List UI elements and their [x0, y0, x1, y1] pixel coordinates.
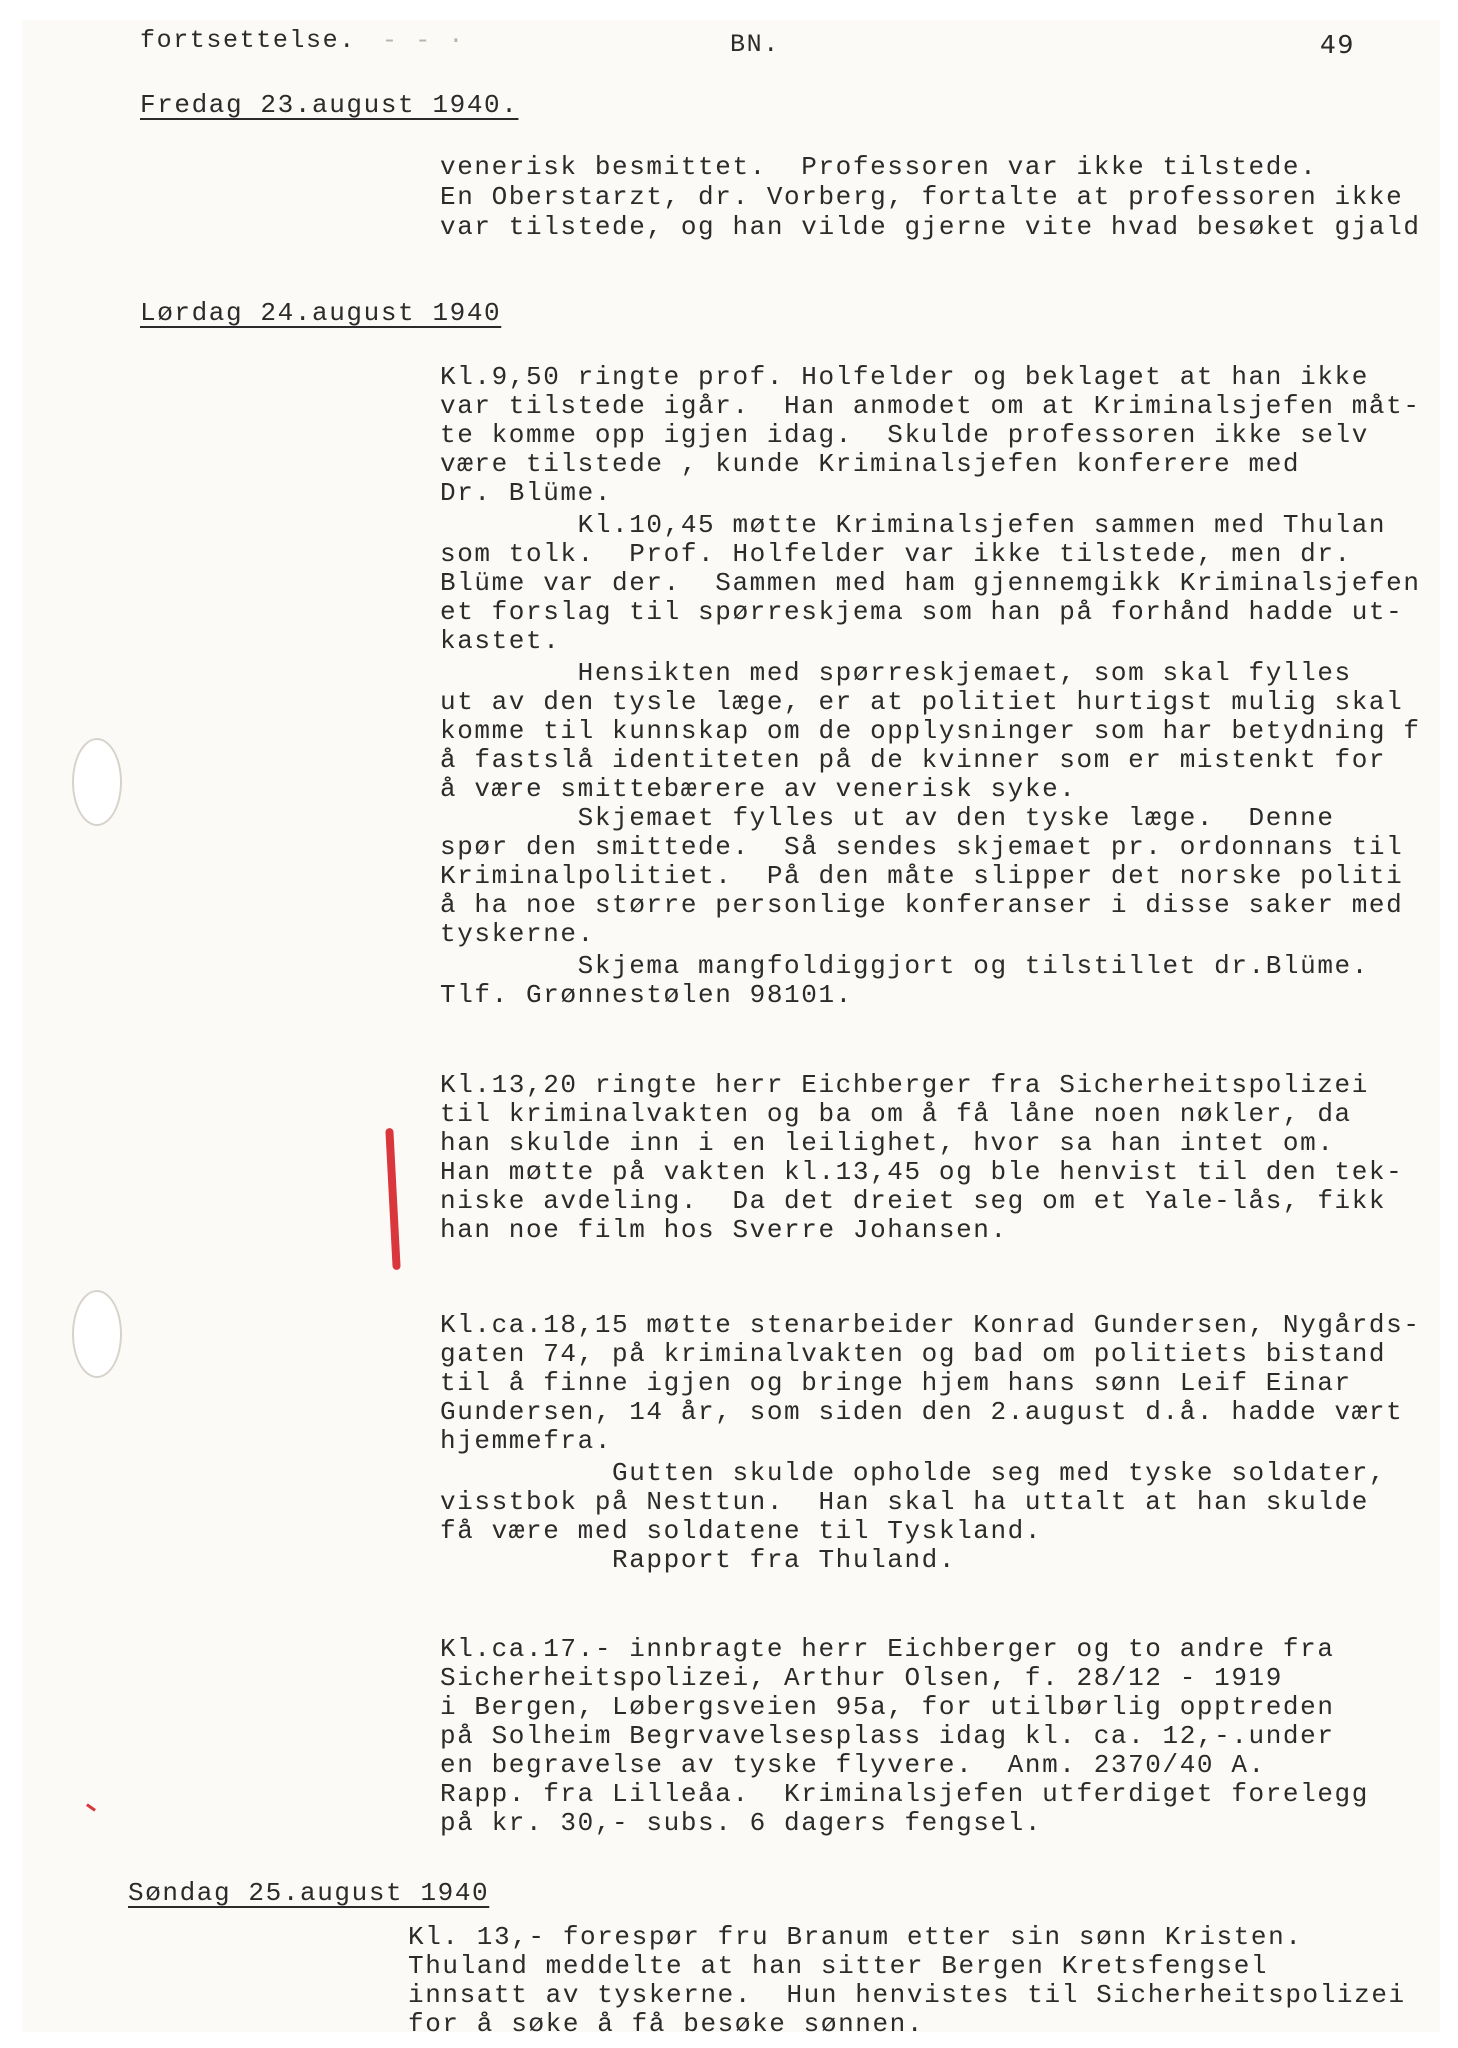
text-line: hjemmefra. — [440, 1426, 613, 1456]
text-line: Kl. 13,- forespør fru Branum etter sin sønn Kristen. — [408, 1922, 1303, 1952]
text-line: kastet. — [440, 626, 561, 656]
page-number: 49 — [1320, 30, 1356, 59]
text-line: Han møtte på vakten kl.13,45 og ble henvist til den tek- — [440, 1157, 1404, 1187]
text-line: han noe film hos Sverre Johansen. — [440, 1215, 1008, 1245]
text-line: få være med soldatene til Tyskland. — [440, 1516, 1043, 1546]
text-line: visstbok på Nesttun. Han skal ha uttalt at han skulde — [440, 1487, 1369, 1517]
red-tick-mark — [86, 1803, 96, 1811]
text-line: venerisk besmittet. Professoren var ikke tilstede. — [440, 152, 1318, 182]
text-line: var tilstede igår. Han anmodet om at Kriminalsjefen måt- — [440, 391, 1421, 421]
header-initials: BN. — [730, 30, 780, 59]
document-page — [22, 20, 1440, 2032]
text-line: spør den smittede. Så sendes skjemaet pr. ordonnans til — [440, 832, 1404, 862]
date-heading-fredag: Fredag 23.august 1940. — [140, 90, 519, 120]
text-line: som tolk. Prof. Holfelder var ikke tilstede, men dr. — [440, 539, 1352, 569]
header-faint-marks: - - · — [382, 26, 466, 55]
text-line: Skjemaet fylles ut av den tyske læge. Denne — [440, 803, 1335, 833]
text-line: Skjema mangfoldiggjort og tilstillet dr.Blüme. — [440, 951, 1369, 981]
punch-hole-top — [72, 738, 122, 826]
text-line: i Bergen, Løbergsveien 95a, for utilbørlig opptreden — [440, 1692, 1335, 1722]
text-line: Gundersen, 14 år, som siden den 2.august d.å. hadde vært — [440, 1397, 1404, 1427]
text-line: en begravelse av tyske flyvere. Anm. 2370/40 A. — [440, 1750, 1266, 1780]
date-heading-sondag: Søndag 25.august 1940 — [128, 1878, 490, 1908]
text-line: Dr. Blüme. — [440, 478, 613, 508]
punch-hole-bottom — [72, 1290, 122, 1378]
text-line: te komme opp igjen idag. Skulde professoren ikke selv — [440, 420, 1369, 450]
text-line: Tlf. Grønnestølen 98101. — [440, 980, 853, 1010]
red-margin-mark — [385, 1128, 400, 1270]
text-line: Kl.9,50 ringte prof. Holfelder og beklaget at han ikke — [440, 362, 1369, 392]
text-line: Rapp. fra Lilleåa. Kriminalsjefen utferdiget forelegg — [440, 1779, 1369, 1809]
text-line: var tilstede, og han vilde gjerne vite hvad besøket gjald — [440, 212, 1421, 242]
text-line: på Solheim Begrvavelsesplass idag kl. ca. 12,-.under — [440, 1721, 1335, 1751]
text-line: En Oberstarzt, dr. Vorberg, fortalte at professoren ikke — [440, 182, 1404, 212]
text-line: Gutten skulde opholde seg med tyske soldater, — [440, 1458, 1387, 1488]
text-line: Sicherheitspolizei, Arthur Olsen, f. 28/12 - 1919 — [440, 1663, 1283, 1693]
text-line: å fastslå identiteten på de kvinner som er mistenkt for — [440, 745, 1387, 775]
text-line: Kl.ca.17.- innbragte herr Eichberger og to andre fra — [440, 1634, 1335, 1664]
text-line: til kriminalvakten og ba om å få låne noen nøkler, da — [440, 1099, 1352, 1129]
text-line: ut av den tysle læge, er at politiet hurtigst mulig skal — [440, 687, 1404, 717]
text-line: å være smittebærere av venerisk syke. — [440, 774, 1077, 804]
text-line: gaten 74, på kriminalvakten og bad om politiets bistand — [440, 1339, 1387, 1369]
text-line: et forslag til spørreskjema som han på forhånd hadde ut- — [440, 597, 1404, 627]
date-heading-lordag: Lørdag 24.august 1940 — [140, 298, 502, 328]
text-line: til å finne igjen og bringe hjem hans sønn Leif Einar — [440, 1368, 1352, 1398]
text-line: han skulde inn i en leilighet, hvor sa han intet om. — [440, 1128, 1335, 1158]
text-line: Blüme var der. Sammen med ham gjennemgikk Kriminalsjefen — [440, 568, 1421, 598]
header-continuation: fortsettelse. — [140, 26, 356, 55]
text-line: for å søke å få besøke sønnen. — [408, 2009, 925, 2032]
text-line: Thuland meddelte at han sitter Bergen Kretsfengsel — [408, 1951, 1269, 1981]
text-line: være tilstede , kunde Kriminalsjefen konferere med — [440, 449, 1301, 479]
text-line: niske avdeling. Da det dreiet seg om et Yale-lås, fikk — [440, 1186, 1387, 1216]
text-line: å ha noe større personlige konferanser i disse saker med — [440, 890, 1404, 920]
text-line: Kriminalpolitiet. På den måte slipper det norske politi — [440, 861, 1404, 891]
text-line: Rapport fra Thuland. — [440, 1545, 957, 1575]
text-line: tyskerne. — [440, 919, 595, 949]
text-line: Kl.13,20 ringte herr Eichberger fra Sicherheitspolizei — [440, 1070, 1369, 1100]
text-line: på kr. 30,- subs. 6 dagers fengsel. — [440, 1808, 1043, 1838]
text-line: Hensikten med spørreskjemaet, som skal fylles — [440, 658, 1352, 688]
text-line: komme til kunnskap om de opplysninger som har betydning f — [440, 716, 1421, 746]
text-line: innsatt av tyskerne. Hun henvistes til Sicherheitspolizei — [408, 1980, 1406, 2010]
text-line: Kl.10,45 møtte Kriminalsjefen sammen med Thulan — [440, 510, 1387, 540]
text-line: Kl.ca.18,15 møtte stenarbeider Konrad Gundersen, Nygårds- — [440, 1310, 1421, 1340]
